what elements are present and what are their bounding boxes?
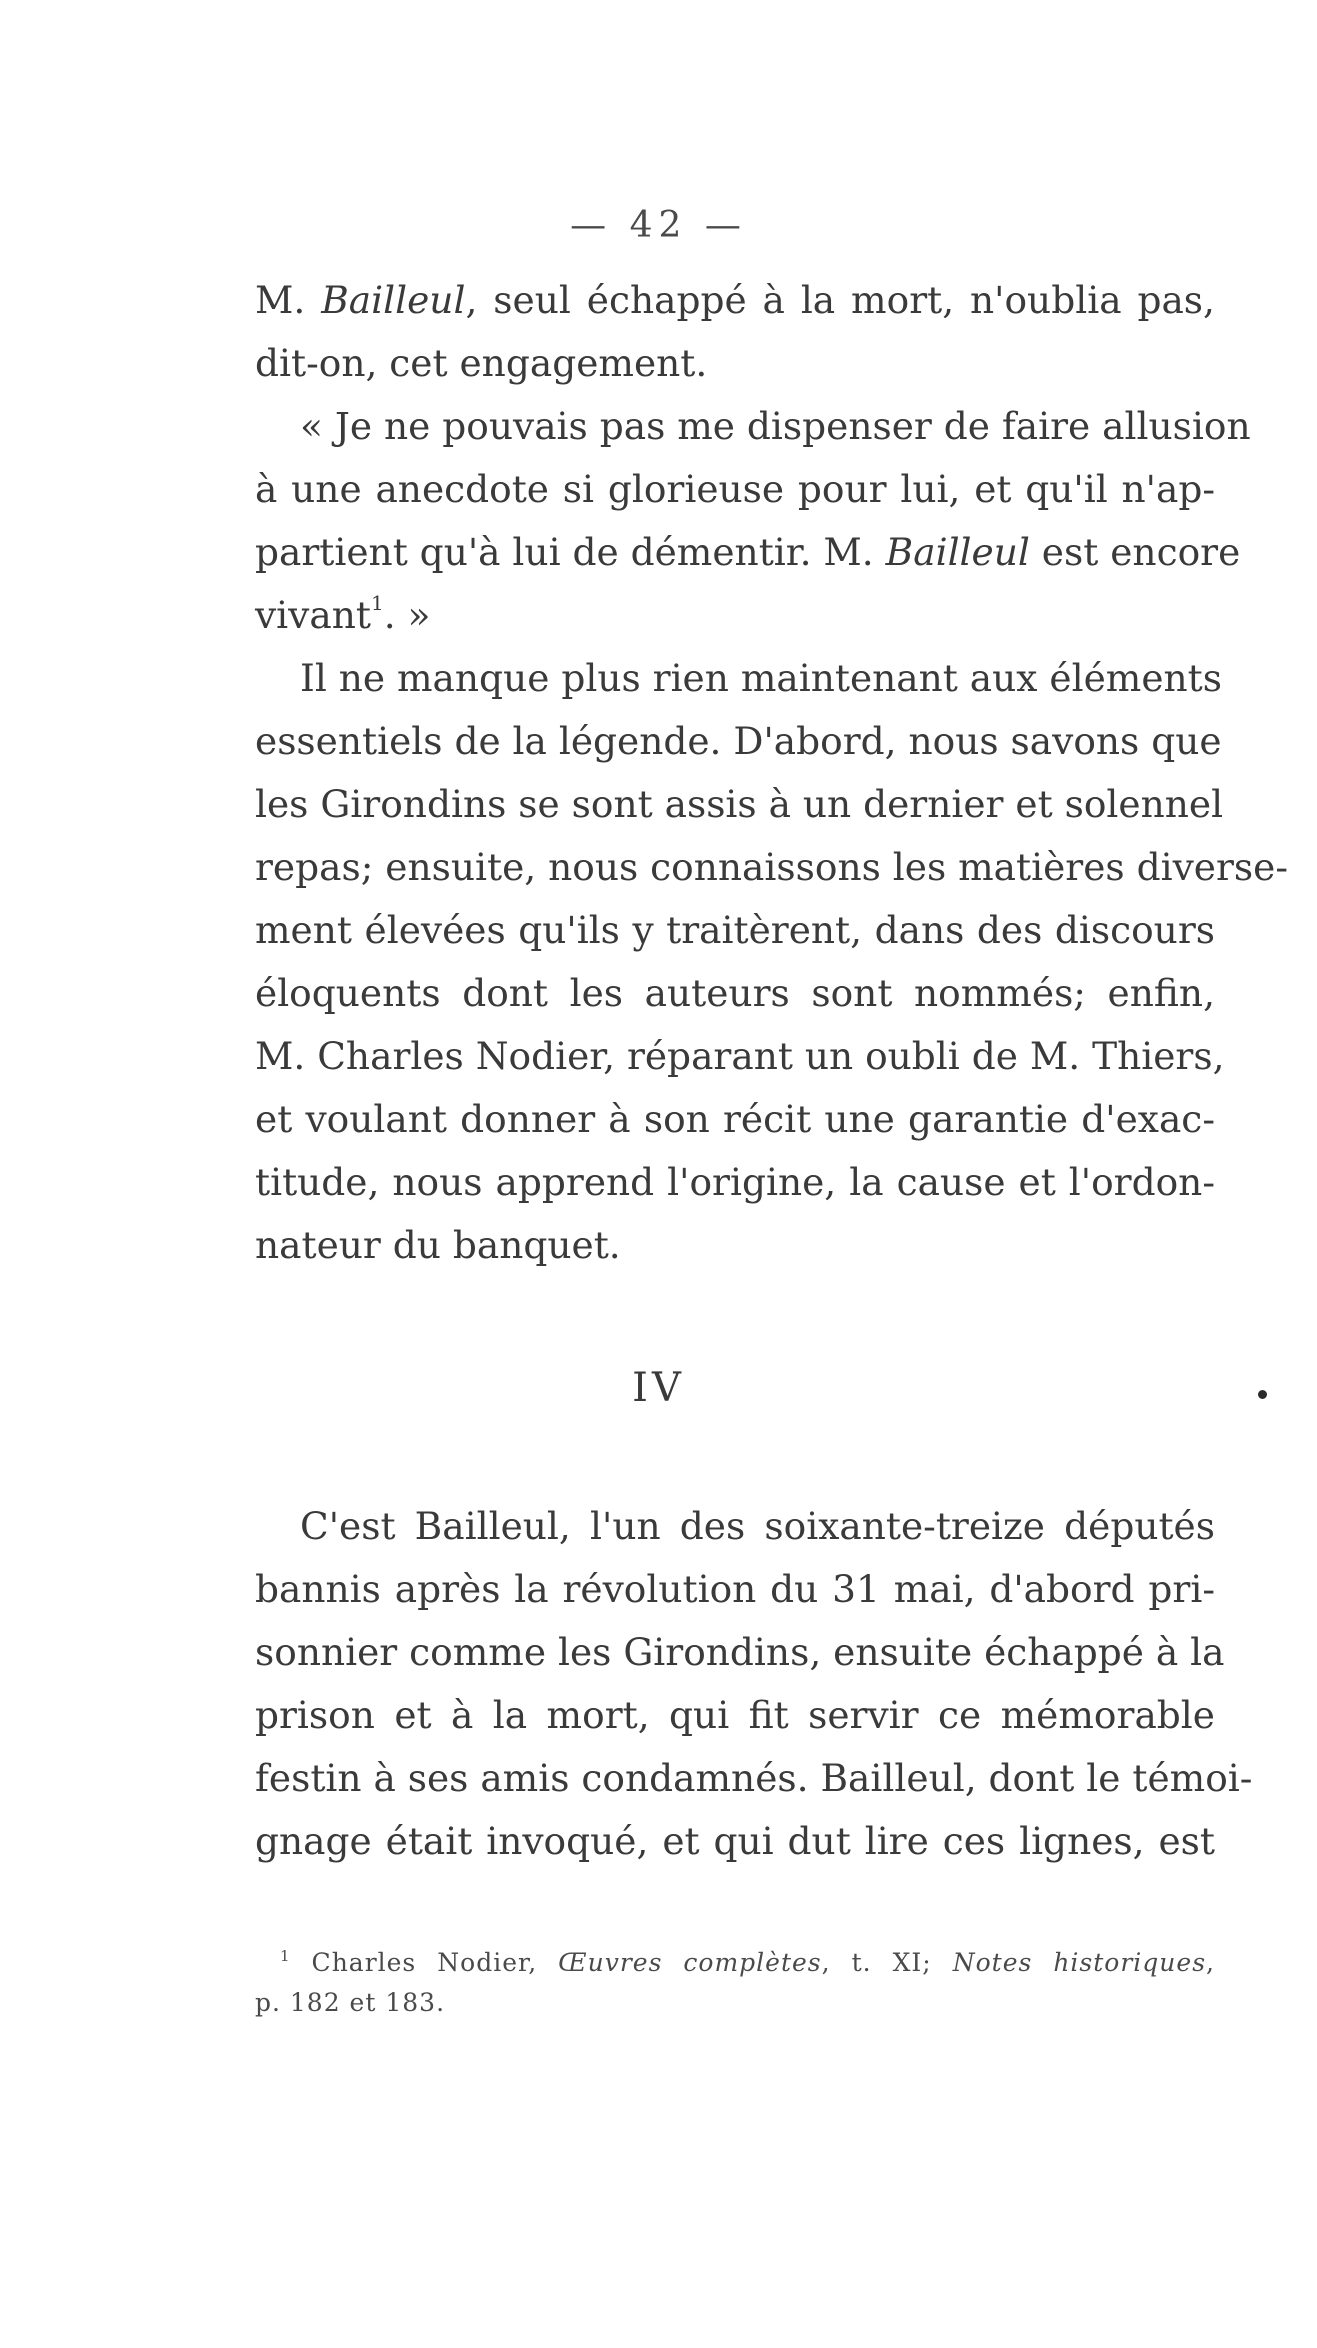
footnote-line: $^1$ Charles Nodier, Œuvres complètes, t. XI; Notes historiques, bbox=[280, 1947, 1215, 1977]
text-line: Il ne manque plus rien maintenant aux éléments bbox=[300, 656, 1222, 700]
footnote-line: p. 182 et 183. bbox=[255, 1988, 446, 2017]
quote-line: « Je ne pouvais pas me dispenser de faire allusion bbox=[300, 404, 1251, 448]
text-line: M. Charles Nodier, réparant un oubli de M. Thiers, bbox=[255, 1034, 1225, 1078]
footnote-reference: 1 bbox=[370, 591, 384, 615]
name-italic: Bailleul bbox=[321, 278, 466, 322]
text-line: M. Bailleul, seul échappé à la mort, n'oublia pas, bbox=[255, 278, 1215, 322]
text-line: nateur du banquet. bbox=[255, 1223, 621, 1267]
footnote-marker: 1 bbox=[280, 1947, 291, 1965]
text-line: prison et à la mort, qui fit servir ce mémorable bbox=[255, 1693, 1215, 1737]
text-line: essentiels de la légende. D'abord, nous savons que bbox=[255, 719, 1222, 763]
name-italic: Bailleul bbox=[885, 530, 1030, 574]
text-line: les Girondins se sont assis à un dernier et solennel bbox=[255, 782, 1224, 826]
text-line: éloquents dont les auteurs sont nommés; enfin, bbox=[255, 971, 1215, 1015]
page-number: — 42 — bbox=[570, 205, 747, 246]
text-line: sonnier comme les Girondins, ensuite échappé à la bbox=[255, 1630, 1225, 1674]
text-line: titude, nous apprend l'origine, la cause et l'ordon- bbox=[255, 1160, 1215, 1204]
text-line: et voulant donner à son récit une garantie d'exac- bbox=[255, 1097, 1215, 1141]
text-line: bannis après la révolution du 31 mai, d'abord pri- bbox=[255, 1567, 1215, 1611]
quote-line: vivant$^1$. » bbox=[255, 591, 431, 637]
quote-line: à une anecdote si glorieuse pour lui, et qu'il n'ap- bbox=[255, 467, 1215, 511]
section-heading: IV bbox=[632, 1365, 685, 1411]
text-line: repas; ensuite, nous connaissons les matières diverse- bbox=[255, 845, 1288, 889]
text-line: gnage était invoqué, et qui dut lire ces lignes, est bbox=[255, 1819, 1215, 1863]
text-line: C'est Bailleul, l'un des soixante-treize députés bbox=[300, 1504, 1215, 1548]
text-line: dit-on, cet engagement. bbox=[255, 341, 708, 385]
text-line: festin à ses amis condamnés. Bailleul, dont le témoi- bbox=[255, 1756, 1253, 1800]
ink-speck bbox=[1258, 1390, 1267, 1399]
quote-line: partient qu'à lui de démentir. M. Bailleul est encore bbox=[255, 530, 1241, 574]
text-line: ment élevées qu'ils y traitèrent, dans des discours bbox=[255, 908, 1215, 952]
